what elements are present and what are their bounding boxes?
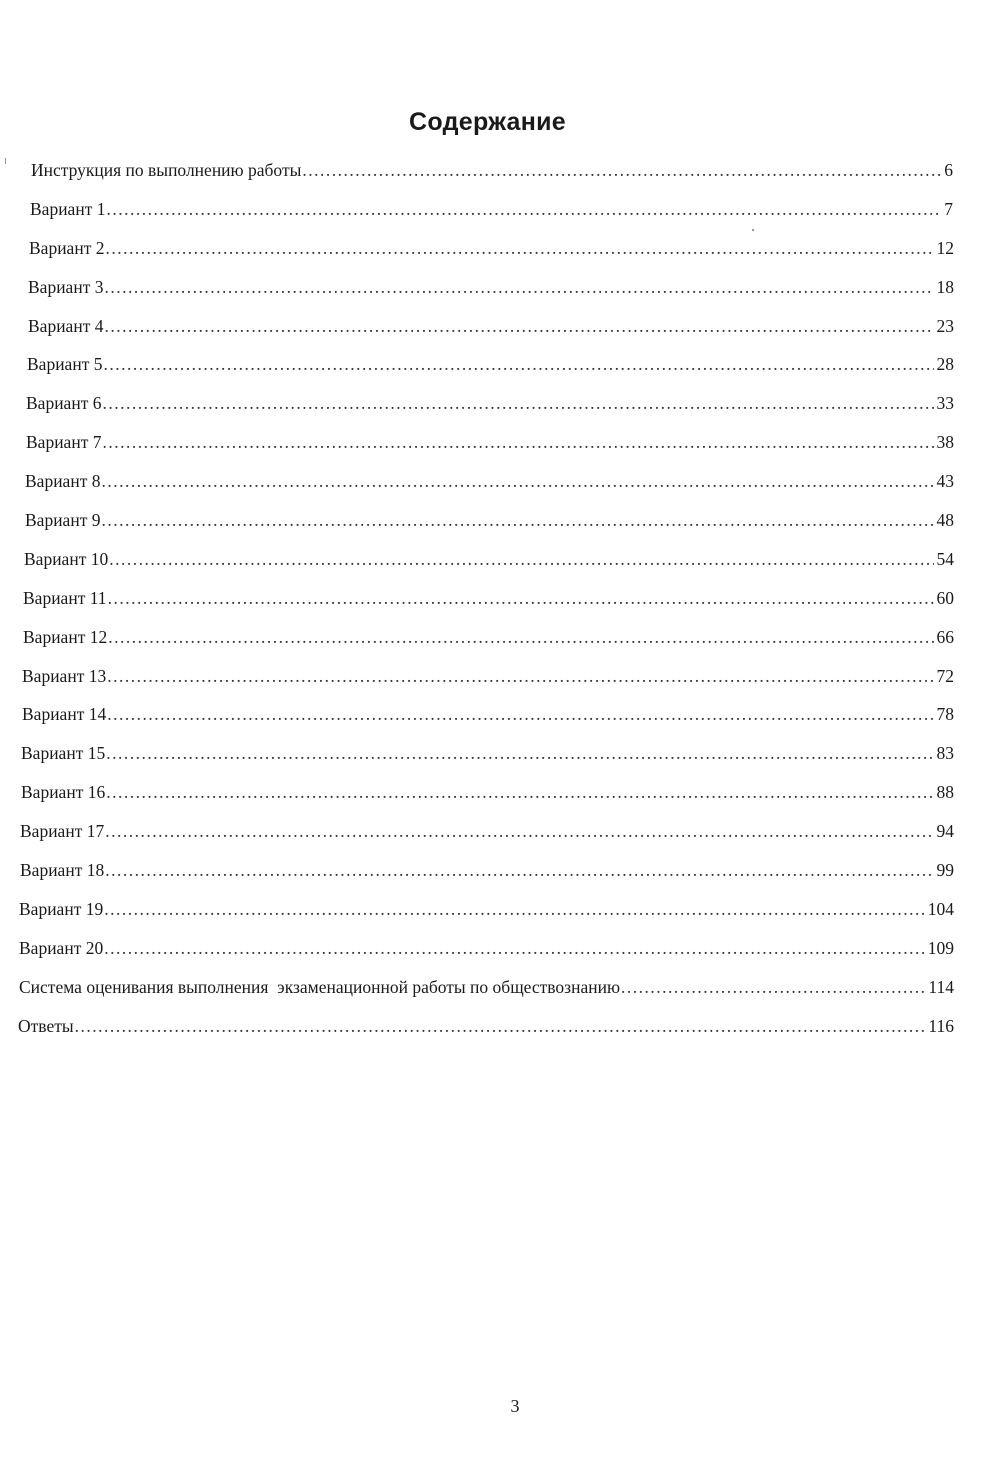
toc-entry-page: 23 bbox=[936, 315, 954, 336]
toc-dot-leader bbox=[104, 268, 933, 307]
toc-dot-leader bbox=[104, 307, 933, 346]
toc-entry-instructions bbox=[0, 151, 1000, 190]
scan-speck bbox=[5, 158, 6, 164]
toc-dot-leader bbox=[108, 618, 933, 657]
toc-entry-label: Вариант 9 bbox=[25, 510, 101, 531]
scan-speck bbox=[752, 229, 754, 231]
toc-entry-page: 38 bbox=[936, 432, 954, 453]
toc-dot-leader bbox=[106, 773, 933, 812]
toc-entry-page: 48 bbox=[936, 510, 954, 531]
toc-list bbox=[0, 151, 1000, 1045]
toc-entry-page: 54 bbox=[936, 548, 954, 569]
toc-dot-leader bbox=[105, 851, 933, 890]
toc-dot-leader bbox=[75, 1007, 926, 1046]
toc-entry-page: 12 bbox=[936, 237, 954, 258]
toc-entry-variant-2 bbox=[0, 229, 1000, 268]
toc-entry-page: 88 bbox=[936, 782, 954, 803]
toc-entry-label: Вариант 16 bbox=[21, 782, 106, 803]
toc-dot-leader bbox=[104, 890, 925, 929]
toc-entry-label: Вариант 15 bbox=[21, 743, 106, 764]
toc-dot-leader bbox=[105, 229, 933, 268]
toc-entry-variant-15 bbox=[0, 734, 1000, 773]
toc-entry-assessment-system bbox=[0, 968, 1000, 1007]
toc-entry-label: Ответы bbox=[18, 1015, 74, 1036]
toc-dot-leader bbox=[106, 734, 933, 773]
toc-dot-leader bbox=[105, 812, 933, 851]
toc-entry-variant-8 bbox=[0, 462, 1000, 501]
toc-dot-leader bbox=[103, 345, 933, 384]
toc-title: Содержание bbox=[408, 108, 567, 136]
toc-entry-page: 18 bbox=[936, 276, 954, 297]
toc-entry-page: 83 bbox=[936, 743, 954, 764]
toc-entry-variant-5 bbox=[0, 345, 1000, 384]
toc-dot-leader bbox=[102, 384, 933, 423]
toc-entry-page: 66 bbox=[936, 626, 954, 647]
toc-dot-leader bbox=[108, 579, 934, 618]
toc-entry-variant-14 bbox=[0, 695, 1000, 734]
toc-dot-leader bbox=[621, 968, 925, 1007]
toc-entry-page: 6 bbox=[944, 160, 953, 180]
toc-entry-variant-17 bbox=[0, 812, 1000, 851]
toc-entry-label: Вариант 20 bbox=[19, 937, 104, 958]
toc-entry-page: 72 bbox=[936, 665, 954, 686]
toc-dot-leader bbox=[107, 657, 933, 696]
toc-entry-page: 94 bbox=[936, 821, 954, 842]
toc-entry-label: Вариант 14 bbox=[22, 704, 107, 725]
toc-entry-variant-13 bbox=[0, 657, 1000, 696]
toc-entry-variant-4 bbox=[0, 307, 1000, 346]
toc-entry-variant-10 bbox=[0, 540, 1000, 579]
toc-entry-label: Вариант 13 bbox=[22, 665, 107, 686]
toc-entry-label: Вариант 6 bbox=[26, 393, 102, 414]
toc-dot-leader bbox=[101, 462, 933, 501]
toc-dot-leader bbox=[107, 695, 933, 734]
toc-entry-page: 104 bbox=[927, 898, 954, 919]
toc-dot-leader bbox=[109, 540, 933, 579]
toc-entry-page: 114 bbox=[928, 976, 954, 997]
toc-dot-leader bbox=[102, 423, 933, 462]
toc-entry-label: Вариант 5 bbox=[27, 354, 103, 375]
toc-entry-label: Вариант 4 bbox=[28, 315, 104, 336]
toc-entry-page: 43 bbox=[936, 471, 954, 492]
toc-entry-page: 109 bbox=[927, 937, 954, 958]
toc-entry-variant-16 bbox=[0, 773, 1000, 812]
toc-entry-page: 28 bbox=[936, 354, 954, 375]
toc-entry-page: 116 bbox=[928, 1015, 954, 1036]
toc-entry-variant-9 bbox=[0, 501, 1000, 540]
toc-entry-label: Вариант 3 bbox=[28, 276, 104, 297]
toc-entry-variant-18 bbox=[0, 851, 1000, 890]
toc-entry-label: Вариант 11 bbox=[23, 587, 107, 608]
toc-entry-label: Инструкция по выполнению работы bbox=[31, 160, 302, 180]
toc-entry-label: Вариант 12 bbox=[23, 626, 108, 647]
toc-entry-variant-3 bbox=[0, 268, 1000, 307]
toc-entry-variant-19 bbox=[0, 890, 1000, 929]
toc-dot-leader bbox=[101, 501, 933, 540]
toc-entry-page: 60 bbox=[936, 587, 954, 608]
toc-entry-variant-12 bbox=[0, 618, 1000, 657]
toc-dot-leader bbox=[302, 151, 941, 190]
toc-entry-label: Вариант 1 bbox=[30, 198, 106, 219]
page-number: 3 bbox=[510, 1396, 520, 1416]
toc-entry-label: Система оценивания выполнения экзаменационной работы по обществознанию bbox=[19, 976, 621, 997]
toc-entry-label: Вариант 8 bbox=[25, 471, 101, 492]
toc-entry-variant-7 bbox=[0, 423, 1000, 462]
toc-entry-page: 33 bbox=[936, 393, 954, 414]
toc-entry-variant-1 bbox=[0, 190, 1000, 229]
toc-entry-variant-11 bbox=[0, 579, 1000, 618]
toc-entry-page: 78 bbox=[936, 704, 954, 725]
toc-dot-leader bbox=[106, 190, 941, 229]
toc-entry-label: Вариант 17 bbox=[20, 821, 105, 842]
toc-entry-label: Вариант 10 bbox=[24, 548, 109, 569]
toc-entry-page: 99 bbox=[936, 860, 954, 881]
toc-entry-label: Вариант 7 bbox=[26, 432, 102, 453]
toc-entry-label: Вариант 2 bbox=[29, 237, 105, 258]
toc-entry-answers bbox=[0, 1007, 1000, 1046]
toc-entry-variant-6 bbox=[0, 384, 1000, 423]
toc-entry-label: Вариант 19 bbox=[19, 898, 104, 919]
toc-dot-leader bbox=[104, 929, 925, 968]
toc-entry-page: 7 bbox=[944, 198, 953, 219]
toc-entry-variant-20 bbox=[0, 929, 1000, 968]
toc-entry-label: Вариант 18 bbox=[20, 860, 105, 881]
